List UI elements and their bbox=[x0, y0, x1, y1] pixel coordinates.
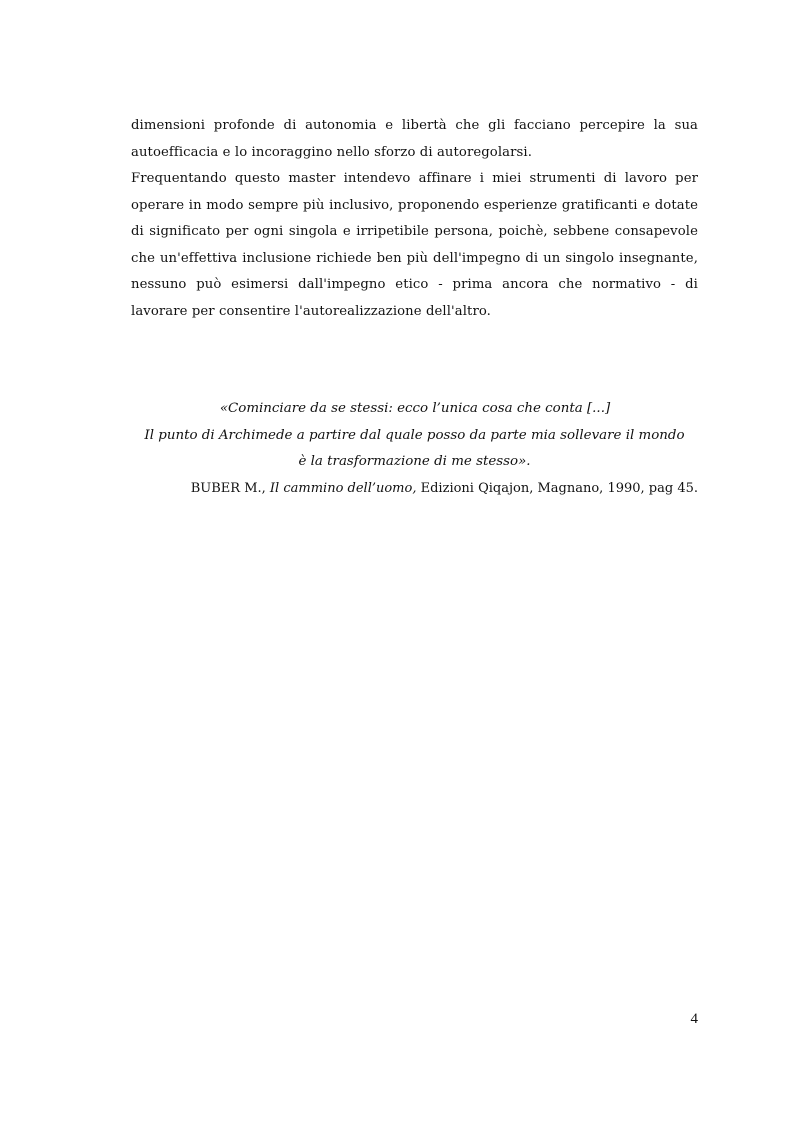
citation-author: BUBER M., bbox=[190, 480, 266, 496]
citation-title: Il cammino dell’uomo, bbox=[269, 480, 417, 496]
citation-details: Edizioni Qiqajon, Magnano, 1990, pag 45. bbox=[420, 480, 698, 496]
quote-line-2: Il punto di Archimede a partire dal quale posso da parte mia sollevare il mondo bbox=[144, 427, 685, 443]
quote-line-1: «Cominciare da se stessi: ecco l’unica cosa che conta [...] bbox=[219, 401, 611, 416]
body-text bbox=[131, 113, 698, 325]
epigraph-quote bbox=[131, 396, 698, 502]
paragraph-continuation: dimensioni profonde di autonomia e libertà che gli facciano percepire la sua autoefficacia e lo incoraggino nello sforzo di autoregolarsi. bbox=[131, 118, 698, 160]
quote-citation bbox=[131, 476, 698, 502]
page-number: 4 bbox=[690, 1011, 698, 1027]
paragraph-master-motivation: Frequentando questo master intendevo affinare i miei strumenti di lavoro per operare in modo sempre più inclusivo, proponendo esperienze gratificanti e dotate di significato per ogni singola e irripetibile persona, poichè, sebbene consapevole che un'effettiva inclusione richiede ben più dell'impegno di un singolo insegnante, nessuno può esimersi dall'impegno etico - prima ancora che normativo - di lavorare per consentire l'autorealizzazione dell'altro. bbox=[131, 171, 698, 319]
quote-line-3: è la trasformazione di me stesso». bbox=[298, 454, 531, 469]
